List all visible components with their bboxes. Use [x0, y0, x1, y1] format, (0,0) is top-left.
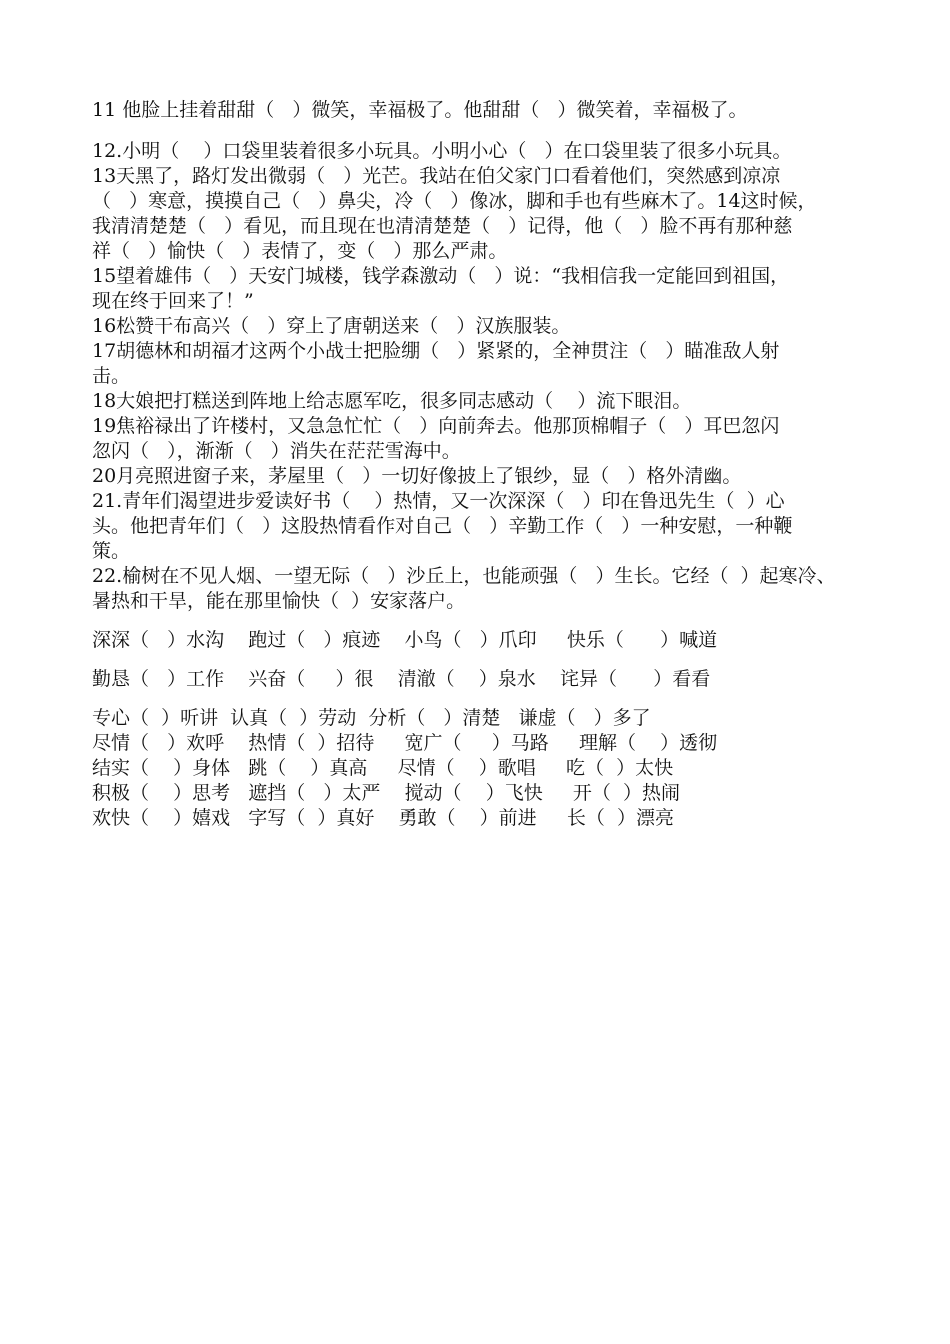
- word-pair-row: 结实（ ）身体 跳（ ）真高 尽情（ ）歌唱 吃（ ）太快: [92, 757, 674, 779]
- sentence-line: 忽闪（ ），渐渐（ ）消失在茫茫雪海中。: [92, 440, 461, 462]
- word-pair-row: 欢快（ ）嬉戏 字写（ ）真好 勇敢（ ）前进 长（ ）漂亮: [92, 807, 674, 829]
- sentence-line: 击。: [92, 365, 131, 387]
- sentence-line: 17胡德林和胡福才这两个小战士把脸绷（ ）紧紧的，全神贯注（ ）瞄准敌人射: [92, 340, 780, 362]
- sentence-line: 11 他脸上挂着甜甜（ ）微笑，幸福极了。他甜甜（ ）微笑着，幸福极了。: [92, 99, 748, 121]
- word-pair-row: 深深（ ）水沟 跑过（ ）痕迹 小鸟（ ）爪印 快乐（ ）喊道: [92, 629, 718, 651]
- sentence-line: 21.青年们渴望进步爱读好书（ ）热情，又一次深深（ ）印在鲁迅先生（ ）心: [92, 490, 785, 512]
- sentence-line: 12.小明（ ）口袋里装着很多小玩具。小明小心（ ）在口袋里装了很多小玩具。: [92, 140, 792, 162]
- worksheet: [92, 98, 882, 831]
- sentence-line: 头。他把青年们（ ）这股热情看作对自己（ ）辛勤工作（ ）一种安慰，一种鞭: [92, 515, 793, 537]
- sentence-line: 现在终于回来了！”: [92, 290, 254, 312]
- sentence-line: 祥（ ）愉快（ ）表情了，变（ ）那么严肃。: [92, 240, 508, 262]
- word-pair-exercises: [92, 628, 882, 831]
- sentence-line: 20月亮照进窗子来，茅屋里（ ）一切好像披上了银纱，显（ ）格外清幽。: [92, 465, 742, 487]
- sentence-line: （ ）寒意，摸摸自己（ ）鼻尖，冷（ ）像冰，脚和手也有些麻木了。14这时候，: [92, 190, 817, 212]
- word-pair-row: 积极（ ）思考 遮挡（ ）太严 搅动（ ）飞快 开（ ）热闹: [92, 782, 680, 804]
- sentence-line: 策。: [92, 540, 131, 562]
- sentence-line: 16松赞干布高兴（ ）穿上了唐朝送来（ ）汉族服装。: [92, 315, 571, 337]
- sentence-line: 22.榆树在不见人烟、一望无际（ ）沙丘上，也能顽强（ ）生长。它经（ ）起寒冷、: [92, 565, 836, 587]
- sentence-line: 13天黑了，路灯发出微弱（ ）光芒。我站在伯父家门口看着他们，突然感到凉凉: [92, 165, 781, 187]
- word-pair-row: 勤恳（ ）工作 兴奋（ ）很 清澈（ ）泉水 诧异（ ）看看: [92, 668, 711, 690]
- sentence-line: 暑热和干旱，能在那里愉快（ ）安家落户。: [92, 590, 466, 612]
- sentence-line: 15望着雄伟（ ）天安门城楼，钱学森激动（ ）说：“我相信我一定能回到祖国，: [92, 265, 790, 287]
- sentence-line: 18大娘把打糕送到阵地上给志愿军吃，很多同志感动（ ）流下眼泪。: [92, 390, 692, 412]
- sentence-line: 我清清楚楚（ ）看见，而且现在也清清楚楚（ ）记得，他（ ）脸不再有那种慈: [92, 215, 793, 237]
- word-pair-row: 尽情（ ）欢呼 热情（ ）招待 宽广（ ）马路 理解（ ）透彻: [92, 732, 718, 754]
- word-pair-row: 专心（ ）听讲 认真（ ）劳动 分析（ ）清楚 谦虚（ ）多了: [92, 707, 651, 729]
- sentence-line: 19焦裕禄出了许楼村，又急急忙忙（ ）向前奔去。他那顶棉帽子（ ）耳巴忽闪: [92, 415, 780, 437]
- fill-in-sentences: [92, 98, 882, 614]
